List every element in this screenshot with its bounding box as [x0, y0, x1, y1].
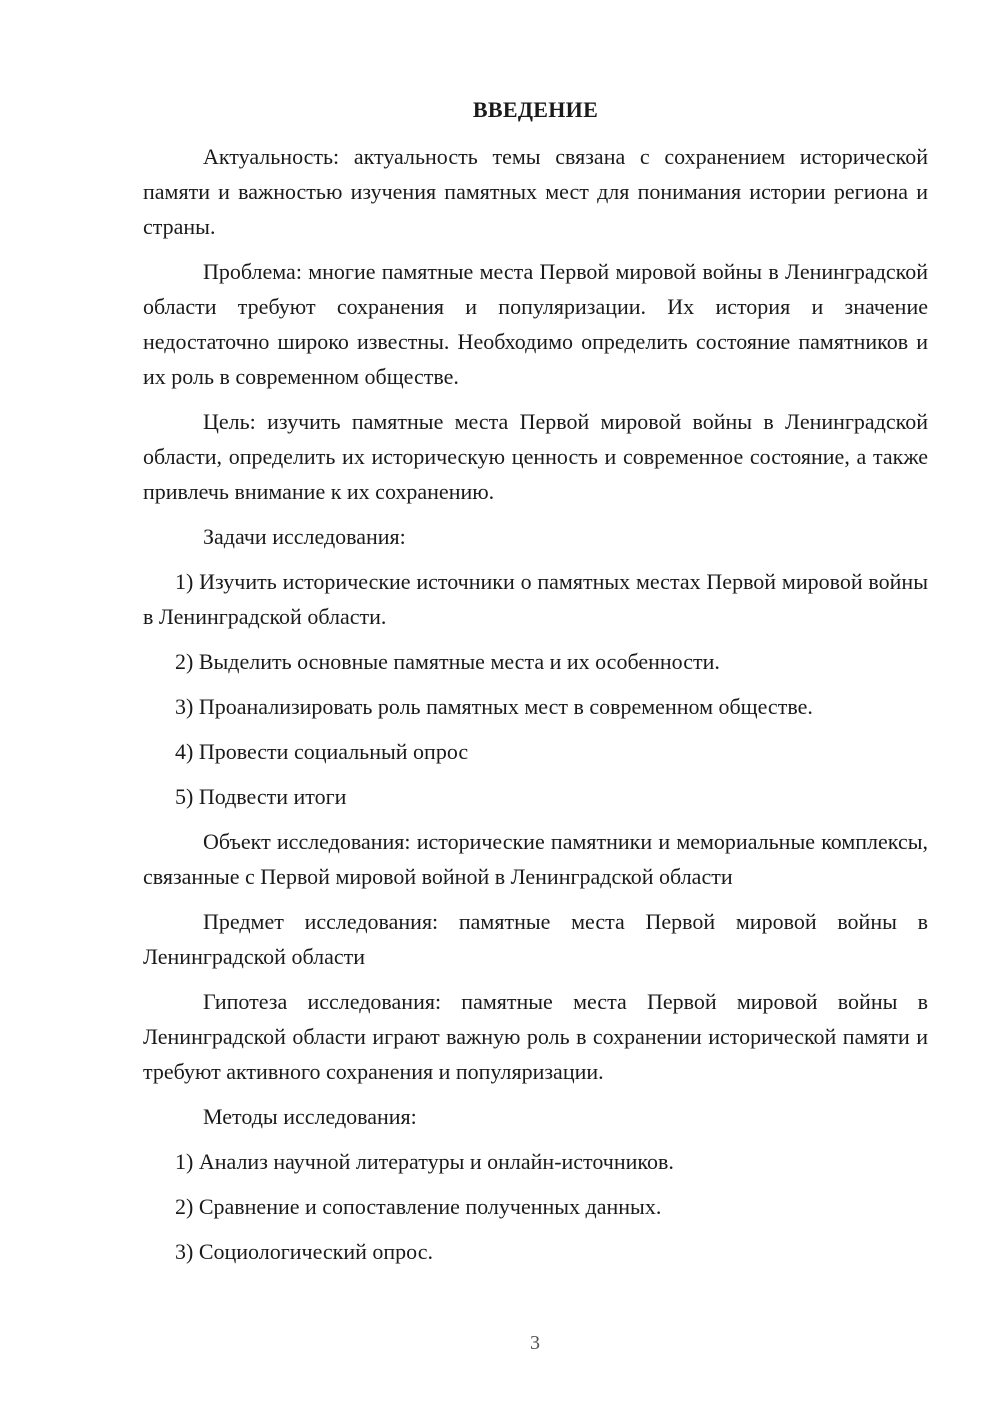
page-title: ВВЕДЕНИЕ [472, 97, 599, 122]
paragraph-problem: Проблема: многие памятные места Первой мировой войны в Ленинградской области требуют сохранения и популяризации. Их история и значение недостаточно широко известны. Необходимо определить состояние памятников и их роль в современном обществе. [143, 259, 928, 389]
method-item-3: 3) Социологический опрос. [175, 1239, 433, 1264]
task-item-3: 3) Проанализировать роль памятных мест в современном обществе. [175, 694, 813, 719]
task-item-5: 5) Подвести итоги [175, 784, 347, 809]
methods-heading: Методы исследования: [203, 1104, 417, 1129]
task-item-1: 1) Изучить исторические источники о памятных местах Первой мировой войны в Ленинградской области. [143, 569, 928, 629]
task-item-4: 4) Провести социальный опрос [175, 739, 469, 764]
method-item-2: 2) Сравнение и сопоставление полученных данных. [175, 1194, 662, 1219]
paragraph-goal: Цель: изучить памятные места Первой мировой войны в Ленинградской области, определить их историческую ценность и современное состояние, а также привлечь внимание к их сохранению. [143, 409, 928, 504]
paragraph-hypothesis: Гипотеза исследования: памятные места Первой мировой войны в Ленинградской области играют важную роль в сохранении исторической памяти и требуют активного сохранения и популяризации. [143, 989, 928, 1084]
page-content [143, 92, 928, 1279]
page-number: 3 [530, 1332, 540, 1354]
paragraph-object: Объект исследования: исторические памятники и мемориальные комплексы, связанные с Первой мировой войной в Ленинградской области [143, 829, 928, 889]
method-item-1: 1) Анализ научной литературы и онлайн-источников. [175, 1149, 674, 1174]
task-item-2: 2) Выделить основные памятные места и их особенности. [175, 649, 720, 674]
paragraph-relevance: Актуальность: актуальность темы связана с сохранением исторической памяти и важностью изучения памятных мест для понимания истории региона и страны. [143, 144, 928, 239]
tasks-heading: Задачи исследования: [203, 524, 406, 549]
paragraph-subject: Предмет исследования: памятные места Первой мировой войны в Ленинградской области [143, 909, 928, 969]
